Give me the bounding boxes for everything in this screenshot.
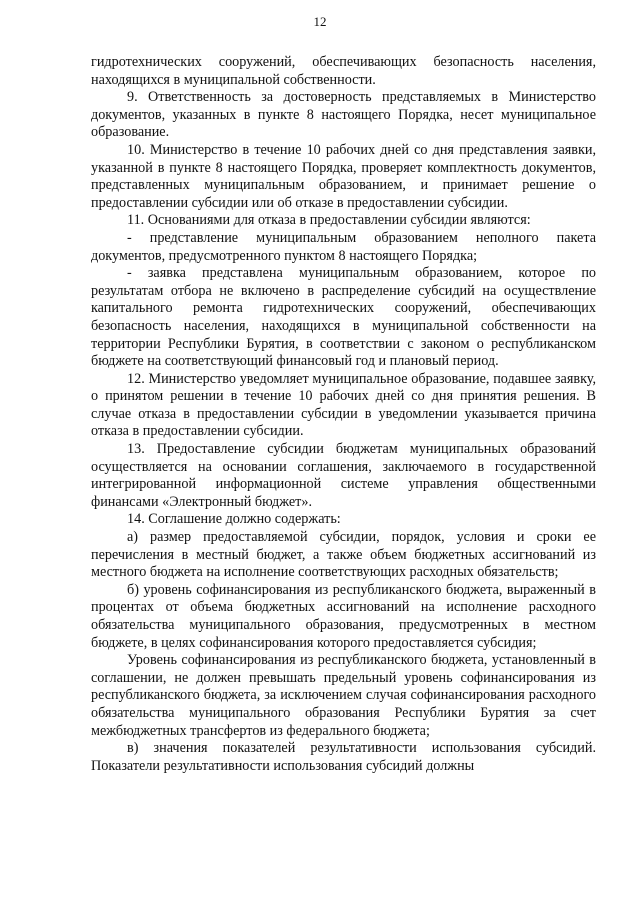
page-number: 12 — [313, 14, 327, 29]
paragraph: 13. Предоставление субсидии бюджетам муниципальных образований осуществляется на основании соглашения, заключаемого в государственной интегрированной информационной системе управления общественными финансами «Электронный бюджет». — [91, 441, 596, 510]
paragraph: Уровень софинансирования из республиканского бюджета, установленный в соглашении, не должен превышать предельный уровень софинансирования из республиканского бюджета, за исключением случая софинансирования расходного обязательства муниципального образования Республики Бурятия за счет межбюджетных трансфертов из федерального бюджета; — [91, 652, 596, 739]
paragraph: гидротехнических сооружений, обеспечивающих безопасность населения, находящихся в муниципальной собственности. — [91, 54, 596, 88]
paragraph: 10. Министерство в течение 10 рабочих дней со дня представления заявки, указанной в пункте 8 настоящего Порядка, проверяет комплектность документов, представленных муниципальным образованием, и принимает решение о предоставлении субсидии или об отказе в предоставлении субсидии. — [91, 141, 596, 211]
paragraph: 11. Основаниями для отказа в предоставлении субсидии являются: — [127, 212, 531, 229]
paragraph: 9. Ответственность за достоверность представляемых в Министерство документов, указанных в пункте 8 настоящего Порядка, несет муниципальное образование. — [91, 89, 596, 141]
list-item: а) размер предоставляемой субсидии, порядок, условия и сроки ее перечисления в местный бюджет, а также объем бюджетных ассигнований из местного бюджета на исполнение соответствующих расходных обязательств; — [91, 529, 596, 581]
list-item: б) уровень софинансирования из республиканского бюджета, выраженный в процентах от объема бюджетных ассигнований на исполнение расходного обязательства муниципального образования, предусмотренных в местном бюджете, в целях софинансирования которого предоставляется субсидия; — [91, 581, 596, 651]
list-item: в) значения показателей результативности использования субсидий. Показатели результативности использования субсидий должны — [91, 740, 596, 774]
list-item: - представление муниципальным образованием неполного пакета документов, предусмотренного пунктом 8 настоящего Порядка; — [91, 229, 596, 264]
paragraph: 12. Министерство уведомляет муниципальное образование, подавшее заявку, о принятом решении в течение 10 рабочих дней со дня принятия решения. В случае отказа в предоставлении субсидии в уведомлении указывается причина отказа в предоставлении субсидии. — [91, 370, 596, 440]
list-item: - заявка представлена муниципальным образованием, которое по результатам отбора не включено в распределение субсидий на осуществление капитального ремонта гидротехнических сооружений, обеспечивающих безопасность населения, находящихся в муниципальной собственности на территории Республики Бурятия, в соответствии с законом о республиканском бюджете на соответствующий финансовый год и плановый период. — [91, 265, 596, 370]
paragraph: 14. Соглашение должно содержать: — [127, 511, 341, 528]
document-body — [91, 54, 596, 775]
